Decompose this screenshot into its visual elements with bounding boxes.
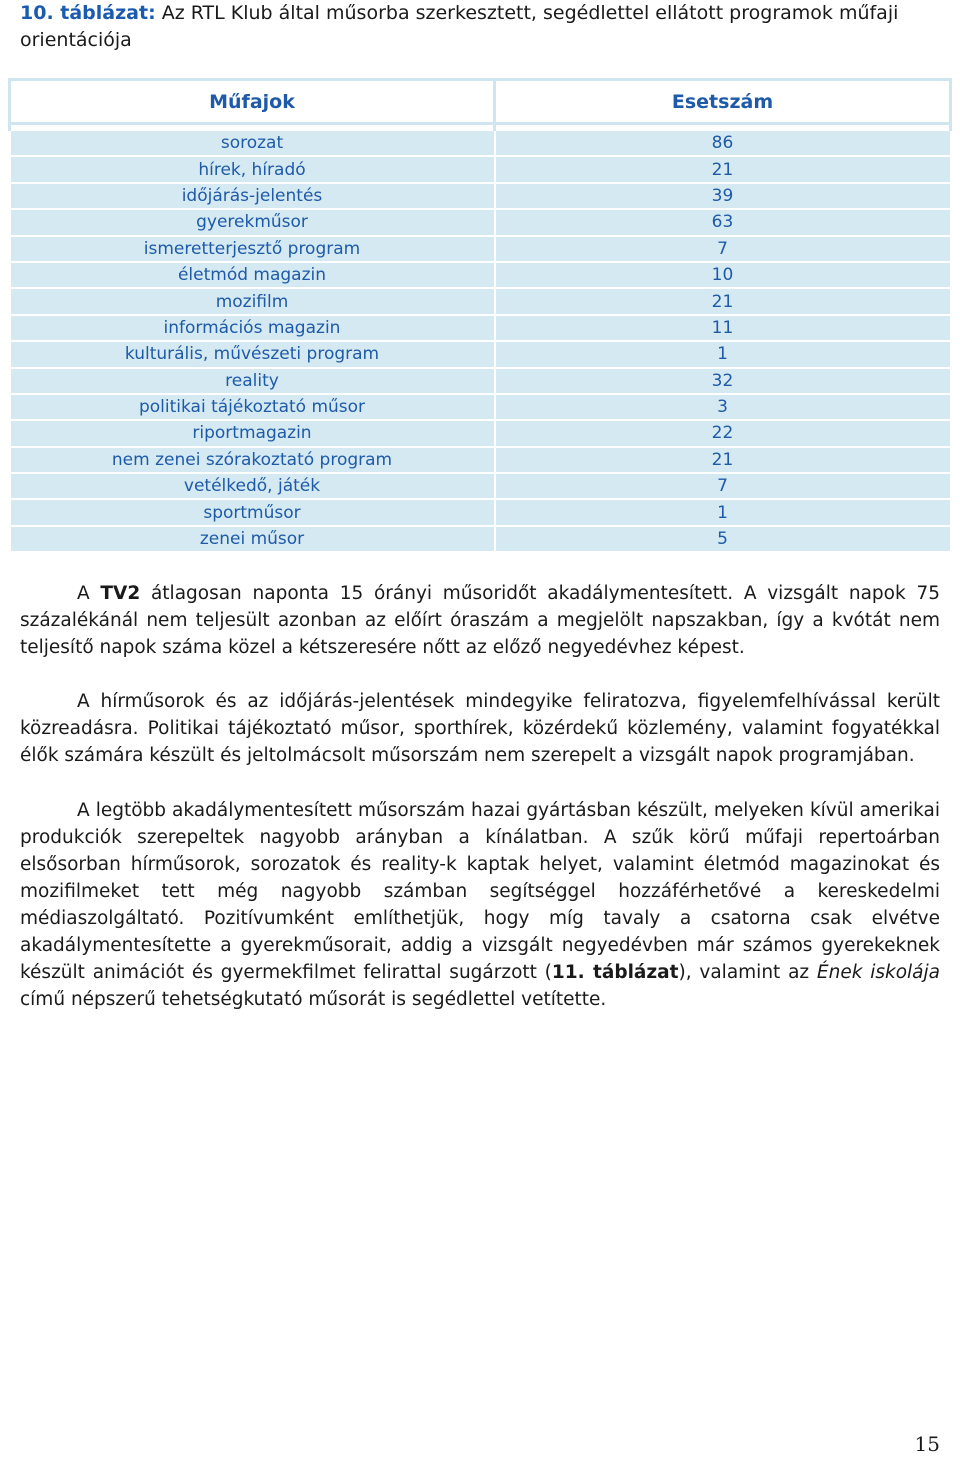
table-row (10, 526, 951, 552)
table-row (10, 473, 951, 499)
genre-cell: zenei műsor (10, 526, 495, 552)
genre-cell: mozifilm (10, 288, 495, 314)
paragraph-3 (20, 797, 940, 1013)
genre-cell: vetélkedő, játék (10, 473, 495, 499)
caption-number: 10. táblázat: (20, 2, 156, 24)
genre-cell: nem zenei szórakoztató program (10, 447, 495, 473)
p3-bold: 11. táblázat (551, 962, 679, 983)
header-count: Esetszám (495, 80, 951, 124)
genre-cell: hírek, híradó (10, 156, 495, 182)
p1-bold: TV2 (100, 583, 141, 604)
table-row (10, 130, 951, 156)
count-cell: 11 (495, 315, 951, 341)
count-cell: 86 (495, 130, 951, 156)
p3-italic: Ének iskolája (816, 962, 940, 983)
table-row (10, 499, 951, 525)
table-row (10, 447, 951, 473)
genre-cell: riportmagazin (10, 420, 495, 446)
genre-cell: sportműsor (10, 499, 495, 525)
p1-text-a: A (77, 583, 101, 604)
p3-text-b: ), valamint az (678, 962, 817, 983)
table-row (10, 341, 951, 367)
p1-text-b: átlagosan naponta 15 órányi műsoridőt akadálymentesített. A vizsgált napok 75 százalékánál nem teljesült azonban az előírt óraszám a megjelölt napszakban, így a kvótát nem teljesítő napok száma közel a kétszeresére nőtt az előző negyedévhez képest. (20, 583, 940, 658)
genre-cell: sorozat (10, 130, 495, 156)
count-cell: 21 (495, 447, 951, 473)
caption-text: Az RTL Klub által műsorba szerkesztett, segédlettel ellátott programok műfaji orientációja (20, 2, 899, 51)
genre-cell: életmód magazin (10, 262, 495, 288)
count-cell: 7 (495, 236, 951, 262)
count-cell: 63 (495, 209, 951, 235)
count-cell: 22 (495, 420, 951, 446)
genre-cell: politikai tájékoztató műsor (10, 394, 495, 420)
table-header-row (10, 80, 951, 124)
paragraph-2 (20, 688, 940, 769)
table-row (10, 156, 951, 182)
count-cell: 1 (495, 499, 951, 525)
count-cell: 21 (495, 156, 951, 182)
table-row (10, 368, 951, 394)
table-row (10, 262, 951, 288)
table-row (10, 209, 951, 235)
table-caption (20, 0, 940, 54)
count-cell: 21 (495, 288, 951, 314)
count-cell: 5 (495, 526, 951, 552)
p3-text-a: A legtöbb akadálymentesített műsorszám hazai gyártásban készült, melyeken kívül amerikai produkciók szerepeltek nagyobb arányban a kínálatban. A szűk körű műfaji repertoárban elsősorban hírműsorok, sorozatok és reality-k kaptak helyet, valamint életmód magazinokat és mozifilmeket tett még nagyobb számban segítséggel hozzáférhetővé a kereskedelmi médiaszolgáltató. Pozitívumként említhetjük, hogy míg tavaly a csatorna csak elvétve akadálymentesítette a gyerekműsorait, addig a vizsgált negyedévben már számos gyerekeknek készült animációt és gyermekfilmet felirattal sugárzott ( (20, 800, 940, 983)
table-row (10, 420, 951, 446)
p2-text: A hírműsorok és az időjárás-jelentések mindegyike feliratozva, figyelemfelhívással került közreadásra. Politikai tájékoztató műsor, sporthírek, közérdekű közlemény, valamint fogyatékkal élők számára készült és jeltolmácsolt műsorszám nem szerepelt a vizsgált napok programjában. (20, 691, 940, 766)
page-number: 15 (914, 1432, 940, 1456)
count-cell: 39 (495, 183, 951, 209)
genre-cell: időjárás-jelentés (10, 183, 495, 209)
table-row (10, 394, 951, 420)
table-row (10, 315, 951, 341)
count-cell: 10 (495, 262, 951, 288)
genre-cell: információs magazin (10, 315, 495, 341)
count-cell: 3 (495, 394, 951, 420)
header-genres: Műfajok (10, 80, 495, 124)
genre-cell: kulturális, művészeti program (10, 341, 495, 367)
table-row (10, 236, 951, 262)
count-cell: 32 (495, 368, 951, 394)
paragraph-1 (20, 580, 940, 661)
table-row (10, 183, 951, 209)
genre-cell: ismeretterjesztő program (10, 236, 495, 262)
p3-text-c: című népszerű tehetségkutató műsorát is segédlettel vetítette. (20, 989, 607, 1010)
table-row (10, 288, 951, 314)
genre-cell: reality (10, 368, 495, 394)
count-cell: 7 (495, 473, 951, 499)
genre-table (8, 78, 952, 553)
count-cell: 1 (495, 341, 951, 367)
genre-cell: gyerekműsor (10, 209, 495, 235)
